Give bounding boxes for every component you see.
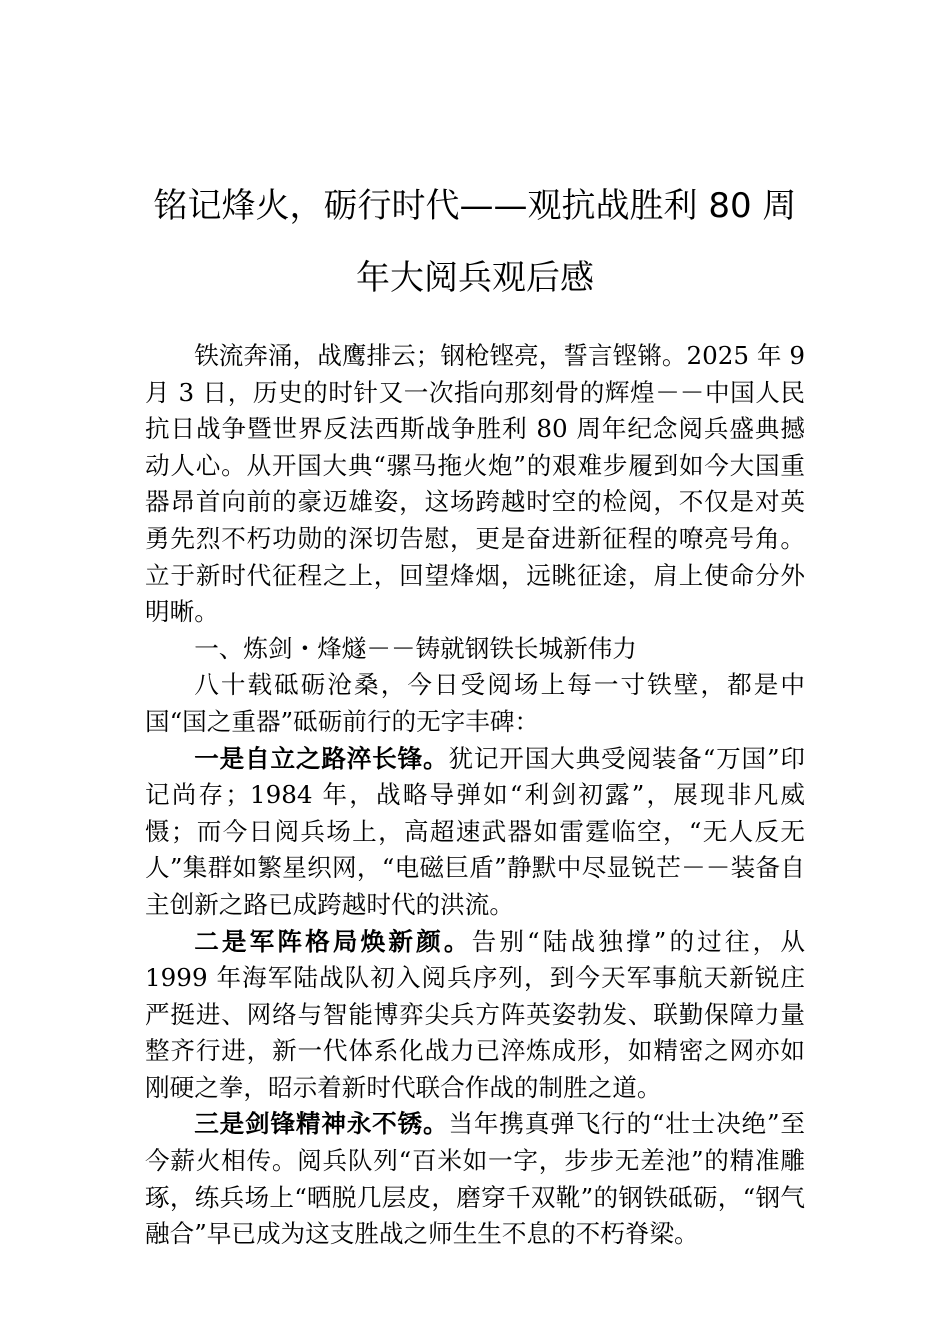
- paragraph-lead: 一是自立之路淬长锋。: [194, 743, 449, 773]
- document-title: [145, 170, 805, 314]
- title-line-1: 铭记烽火，砺行时代——观抗战胜利 80 周: [153, 186, 797, 226]
- document-body: [145, 338, 805, 1253]
- paragraph-point-3: [145, 1106, 805, 1252]
- paragraph-section-intro: [145, 667, 805, 740]
- title-line-2: 年大阅兵观后感: [356, 258, 594, 298]
- paragraph-text: 当年携真弹飞行的“壮士决绝”至今薪火相传。阅兵队列“百米如一字，步步无差池”的精准雕琢，练兵场上“晒脱几层皮，磨穿千双靴”的钢铁砥砺，“钢气融合”早已成为这支胜战之师生生不息的不朽脊梁。: [145, 1109, 805, 1249]
- paragraph-point-1: [145, 741, 805, 924]
- section-heading-1: [145, 631, 805, 668]
- paragraph-text: 告别“陆战独撑”的过往，从 1999 年海军陆战队初入阅兵序列，到今天军事航天新锐庄严挺进、网络与智能博弈尖兵方阵英姿勃发、联勤保障力量整齐行进，新一代体系化战力已淬炼成形，如精密之网亦如刚硬之拳，昭示着新时代联合作战的制胜之道。: [145, 926, 805, 1102]
- paragraph-point-2: [145, 924, 805, 1107]
- paragraph-text: 铁流奔涌，战鹰排云；钢枪铿亮，誓言铿锵。2025 年 9 月 3 日，历史的时针又一次指向那刻骨的辉煌－－中国人民抗日战争暨世界反法西斯战争胜利 80 周年纪念阅兵盛典撼动人心。从开国大典“骡马拖火炮”的艰难步履到如今大国重器昂首向前的豪迈雄姿，这场跨越时空的检阅，不仅是对英勇先烈不朽功勋的深切告慰，更是奋进新征程的嘹亮号角。立于新时代征程之上，回望烽烟，远眺征途，肩上使命分外明晰。: [145, 341, 805, 627]
- paragraph-text: 一、炼剑・烽燧－－铸就钢铁长城新伟力: [194, 633, 637, 663]
- paragraph-text: 犹记开国大典受阅装备“万国”印记尚存；1984 年，战略导弹如“利剑初露”，展现非凡威慑；而今日阅兵场上，高超速武器如雷霆临空，“无人反无人”集群如繁星织网，“电磁巨盾”静默中尽显锐芒－－装备自主创新之路已成跨越时代的洪流。: [145, 743, 805, 919]
- paragraph-lead: 三是剑锋精神永不锈。: [194, 1109, 449, 1139]
- paragraph-intro: [145, 338, 805, 631]
- paragraph-lead: 二是军阵格局焕新颜。: [194, 926, 472, 956]
- paragraph-text: 八十载砥砺沧桑，今日受阅场上每一寸铁壁，都是中国“国之重器”砥砺前行的无字丰碑：: [145, 670, 805, 736]
